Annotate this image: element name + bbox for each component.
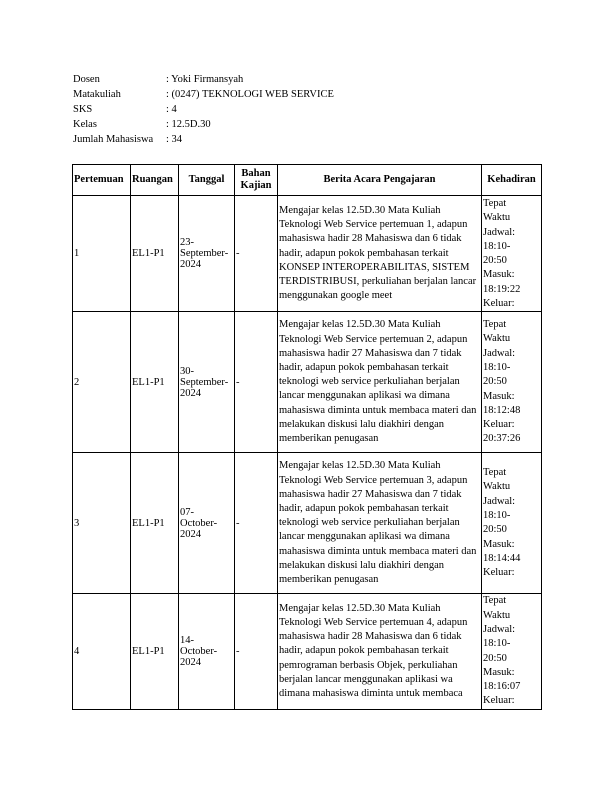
info-row-matakuliah [73, 87, 334, 102]
cell-kehadiran: Tepat Waktu Jadwal: 18:10- 20:50 Masuk: 18:16:07 Keluar: [482, 594, 542, 709]
cell-bahan-kajian: - [235, 453, 278, 594]
table-row [73, 594, 542, 709]
table-row [73, 453, 542, 594]
jumlah-mahasiswa-label: Jumlah Mahasiswa [73, 134, 154, 145]
dosen-value: : Yoki Firmansyah [166, 74, 244, 85]
cell-pertemuan: 3 [73, 453, 131, 594]
table-row [73, 196, 542, 312]
course-info [73, 72, 334, 147]
dosen-label: Dosen [73, 74, 100, 85]
matakuliah-value: : (0247) TEKNOLOGI WEB SERVICE [166, 89, 334, 100]
cell-pertemuan: 1 [73, 196, 131, 312]
cell-bahan-kajian: - [235, 196, 278, 312]
cell-berita-acara: Mengajar kelas 12.5D.30 Mata Kuliah Teknologi Web Service pertemuan 4, adapun mahasiswa hadir 28 Mahasiswa dan 6 tidak hadir, adapun pokok pembahasan terkait pemrograman berbasis Objek, perkuliahan berjalan lancar menggunakan aplikasi wa dimana mahasiswa diminta untuk membaca [278, 594, 482, 709]
kelas-label: Kelas [73, 119, 97, 130]
header-pertemuan: Pertemuan [73, 165, 131, 196]
cell-pertemuan: 4 [73, 594, 131, 709]
cell-kehadiran: Tepat Waktu Jadwal: 18:10- 20:50 Masuk: 18:14:44 Keluar: [482, 453, 542, 594]
sks-label: SKS [73, 104, 93, 115]
header-ruangan: Ruangan [131, 165, 179, 196]
jumlah-mahasiswa-value: : 34 [166, 134, 183, 145]
header-berita-acara: Berita Acara Pengajaran [278, 165, 482, 196]
sks-value: : 4 [166, 104, 177, 115]
cell-bahan-kajian: - [235, 594, 278, 709]
kelas-value: : 12.5D.30 [166, 119, 211, 130]
cell-ruangan: EL1-P1 [131, 453, 179, 594]
cell-ruangan: EL1-P1 [131, 196, 179, 312]
header-tanggal: Tanggal [179, 165, 235, 196]
berita-acara-table [72, 164, 542, 710]
cell-bahan-kajian: - [235, 312, 278, 453]
table-row [73, 312, 542, 453]
header-bahan-kajian: Bahan Kajian [235, 165, 278, 196]
cell-berita-acara: Mengajar kelas 12.5D.30 Mata Kuliah Teknologi Web Service pertemuan 2, adapun mahasiswa hadir 27 Mahasiswa dan 7 tidak hadir, adapun pokok pembahasan terkait teknologi web service perkuliahan berjalan lancar menggunakan aplikasi wa dimana mahasiswa diminta untuk membaca materi dan melakukan diskusi lalu diakhiri dengan memberikan penugasan [278, 312, 482, 453]
cell-berita-acara: Mengajar kelas 12.5D.30 Mata Kuliah Teknologi Web Service pertemuan 1, adapun mahasiswa hadir 28 Mahasiswa dan 6 tidak hadir, adapun pokok pembahasan terkait KONSEP INTEROPERABILITAS, SISTEM TERDISTRIBUSI, perkuliahan berjalan lancar menggunakan google meet [278, 196, 482, 312]
info-row-kelas [73, 117, 334, 132]
info-row-jumlah-mahasiswa [73, 132, 334, 147]
header-kehadiran: Kehadiran [482, 165, 542, 196]
cell-kehadiran: Tepat Waktu Jadwal: 18:10- 20:50 Masuk: 18:19:22 Keluar: [482, 196, 542, 312]
cell-kehadiran: Tepat Waktu Jadwal: 18:10- 20:50 Masuk: 18:12:48 Keluar: 20:37:26 [482, 312, 542, 453]
cell-tanggal: 07- October- 2024 [179, 453, 235, 594]
cell-pertemuan: 2 [73, 312, 131, 453]
cell-tanggal: 14- October- 2024 [179, 594, 235, 709]
cell-berita-acara: Mengajar kelas 12.5D.30 Mata Kuliah Teknologi Web Service pertemuan 3, adapun mahasiswa hadir 27 Mahasiswa dan 7 tidak hadir, adapun pokok pembahasan terkait teknologi web service perkuliahan berjalan lancar menggunakan aplikasi wa dimana mahasiswa diminta untuk membaca materi dan melakukan diskusi lalu diakhiri dengan memberikan penugasan [278, 453, 482, 594]
cell-tanggal: 30- September- 2024 [179, 312, 235, 453]
info-row-sks [73, 102, 334, 117]
info-row-dosen [73, 72, 334, 87]
cell-tanggal: 23- September- 2024 [179, 196, 235, 312]
cell-ruangan: EL1-P1 [131, 312, 179, 453]
cell-ruangan: EL1-P1 [131, 594, 179, 709]
matakuliah-label: Matakuliah [73, 89, 121, 100]
table-header-row [73, 165, 542, 196]
